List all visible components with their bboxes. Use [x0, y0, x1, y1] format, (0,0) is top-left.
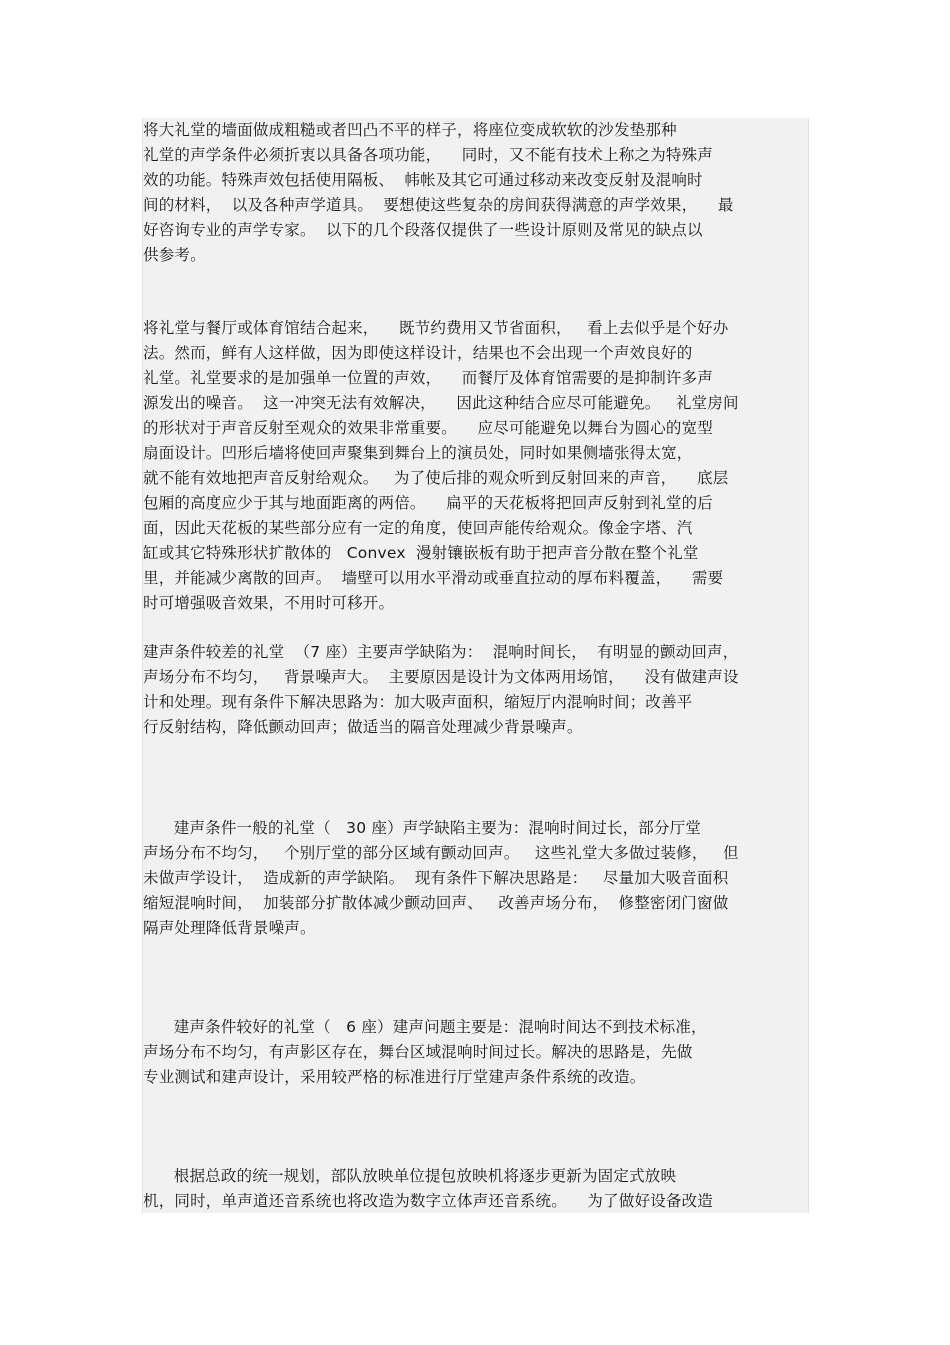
text-line: 礼堂。礼堂要求的是加强单一位置的声效， 而餐厅及体育馆需要的是抑制许多声 — [143, 369, 714, 387]
text-line: 源发出的噪音。 这一冲突无法有效解决， 因此这种结合应尽可能避免。 礼堂房间 — [143, 394, 739, 412]
document-page — [142, 118, 809, 1213]
text-line: 建声条件一般的礼堂（ 30 座）声学缺陷主要为：混响时间过长，部分厅堂 — [143, 819, 702, 837]
text-line: 包厢的高度应少于其与地面距离的两倍。 扁平的天花板将把回声反射到礼堂的后 — [143, 494, 714, 512]
paragraph-1 — [143, 118, 734, 268]
text-line: 声场分布不均匀， 背景噪声大。 主要原因是设计为文体两用场馆， 没有做建声设 — [143, 668, 739, 686]
paragraph-3 — [143, 640, 739, 740]
text-line: 间的材料， 以及各种声学道具。 要想使这些复杂的房间获得满意的声学效果， 最 — [143, 196, 734, 214]
text-line: 根据总政的统一规划，部队放映单位提包放映机将逐步更新为固定式放映 — [143, 1167, 677, 1185]
text-line: 缸或其它特殊形状扩散体的 Convex 漫射镶嵌板有助于把声音分散在整个礼堂 — [143, 544, 699, 562]
text-line: 将大礼堂的墙面做成粗糙或者凹凸不平的样子，将座位变成软软的沙发垫那种 — [143, 121, 677, 139]
text-line: 缩短混响时间， 加装部分扩散体减少颤动回声、 改善声场分布， 修整密闭门窗做 — [143, 894, 729, 912]
text-line: 行反射结构，降低颤动回声；做适当的隔音处理减少背景噪声。 — [143, 718, 583, 736]
text-line: 声场分布不均匀， 个别厅堂的部分区域有颤动回声。 这些礼堂大多做过装修， 但 — [143, 844, 739, 862]
text-line: 建声条件较好的礼堂（ 6 座）建声问题主要是：混响时间达不到技术标准， — [143, 1018, 707, 1036]
text-line: 未做声学设计， 造成新的声学缺陷。 现有条件下解决思路是： 尽量加大吸音面积 — [143, 869, 729, 887]
text-line: 里，并能减少离散的回声。 墙壁可以用水平滑动或垂直拉动的厚布料覆盖， 需要 — [143, 569, 724, 587]
paragraph-6 — [143, 1164, 713, 1214]
text-line: 扇面设计。凹形后墙将使回声聚集到舞台上的演员处，同时如果侧墙张得太宽， — [143, 444, 693, 462]
text-line: 时可增强吸音效果，不用时可移开。 — [143, 594, 395, 612]
text-line: 专业测试和建声设计，采用较严格的标准进行厅堂建声条件系统的改造。 — [143, 1068, 646, 1086]
text-line: 将礼堂与餐厅或体育馆结合起来， 既节约费用又节省面积， 看上去似乎是个好办 — [143, 319, 729, 337]
text-line: 隔声处理降低背景噪声。 — [143, 919, 316, 937]
text-line: 面，因此天花板的某些部分应有一定的角度，使回声能传给观众。像金字塔、汽 — [143, 519, 693, 537]
paragraph-2 — [143, 316, 739, 616]
text-line: 就不能有效地把声音反射给观众。 为了使后排的观众听到反射回来的声音， 底层 — [143, 469, 729, 487]
text-line: 好咨询专业的声学专家。 以下的几个段落仅提供了一些设计原则及常见的缺点以 — [143, 221, 703, 239]
paragraph-5 — [143, 1015, 707, 1090]
text-line: 机，同时，单声道还音系统也将改造为数字立体声还音系统。 为了做好设备改造 — [143, 1192, 714, 1210]
text-line: 计和处理。现有条件下解决思路为：加大吸声面积，缩短厅内混响时间；改善平 — [143, 693, 693, 711]
text-line: 的形状对于声音反射至观众的效果非常重要。 应尽可能避免以舞台为圆心的宽型 — [143, 419, 714, 437]
text-line: 声场分布不均匀，有声影区存在，舞台区域混响时间过长。解决的思路是，先做 — [143, 1043, 693, 1061]
text-line: 效的功能。特殊声效包括使用隔板、 帏帐及其它可通过移动来改变反射及混响时 — [143, 171, 703, 189]
text-line: 礼堂的声学条件必须折衷以具备各项功能， 同时，又不能有技术上称之为特殊声 — [143, 146, 714, 164]
text-line: 法。然而，鲜有人这样做，因为即使这样设计，结果也不会出现一个声效良好的 — [143, 344, 693, 362]
text-line: 供参考。 — [143, 246, 206, 264]
paragraph-4 — [143, 816, 739, 941]
text-line: 建声条件较差的礼堂 （7 座）主要声学缺陷为： 混响时间长， 有明显的颤动回声， — [143, 643, 739, 661]
